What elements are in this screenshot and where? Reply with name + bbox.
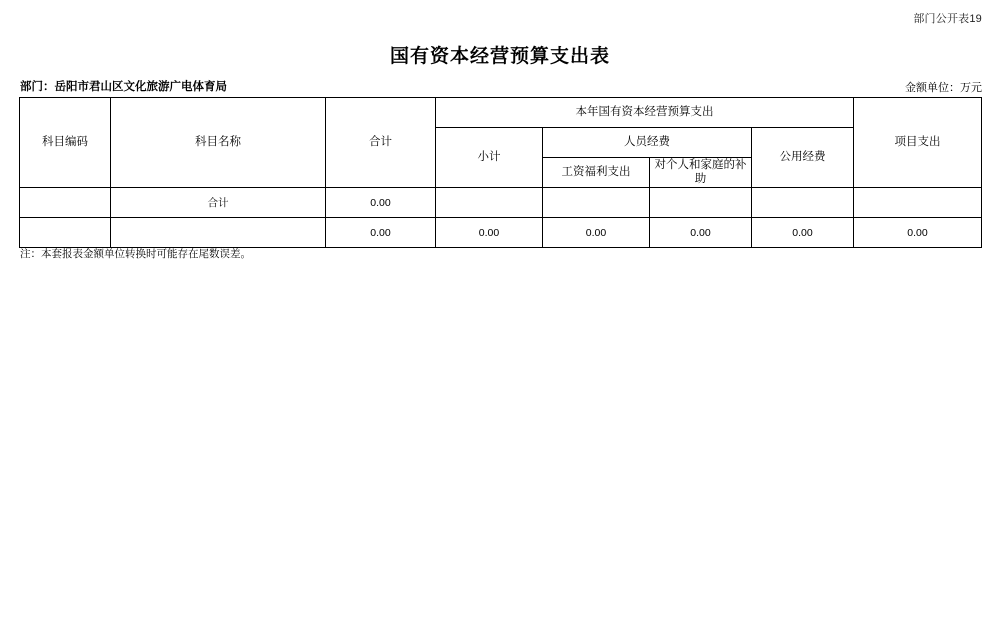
header-total: 合计: [326, 98, 436, 188]
header-personnel-group: 人员经费: [543, 128, 752, 158]
cell-name: 合计: [111, 188, 326, 218]
department-label: 部门：岳阳市君山区文化旅游广电体育局: [20, 81, 227, 93]
cell-name: [111, 218, 326, 248]
cell-salary-welfare: 0.00: [543, 218, 650, 248]
cell-project-expense: [854, 188, 982, 218]
header-row-1: [20, 98, 982, 128]
header-subtotal: 小计: [436, 128, 543, 188]
cell-total: 0.00: [326, 188, 436, 218]
table-row: [20, 188, 982, 218]
cell-subtotal: [436, 188, 543, 218]
header-code: 科目编码: [20, 98, 111, 188]
amount-unit-label: 金额单位：万元: [905, 82, 982, 94]
cell-code: [20, 218, 111, 248]
cell-total: 0.00: [326, 218, 436, 248]
cell-code: [20, 188, 111, 218]
header-subsidy-individual-family: 对个人和家庭的补助: [650, 158, 752, 188]
form-number: 部门公开表19: [913, 13, 982, 25]
cell-subtotal: 0.00: [436, 218, 543, 248]
cell-public-expense: 0.00: [752, 218, 854, 248]
cell-project-expense: 0.00: [854, 218, 982, 248]
header-salary-welfare: 工资福利支出: [543, 158, 650, 188]
cell-subsidy-individual-family: 0.00: [650, 218, 752, 248]
cell-public-expense: [752, 188, 854, 218]
header-current-year-group: 本年国有资本经营预算支出: [436, 98, 854, 128]
header-project-expense: 项目支出: [854, 98, 982, 188]
header-name: 科目名称: [111, 98, 326, 188]
header-public-expense: 公用经费: [752, 128, 854, 188]
cell-salary-welfare: [543, 188, 650, 218]
page-title: 国有资本经营预算支出表: [389, 46, 610, 67]
table-row: [20, 218, 982, 248]
cell-subsidy-individual-family: [650, 188, 752, 218]
budget-table: [19, 97, 982, 248]
table-note: 注：本套报表金额单位转换时可能存在尾数误差。: [20, 248, 251, 260]
